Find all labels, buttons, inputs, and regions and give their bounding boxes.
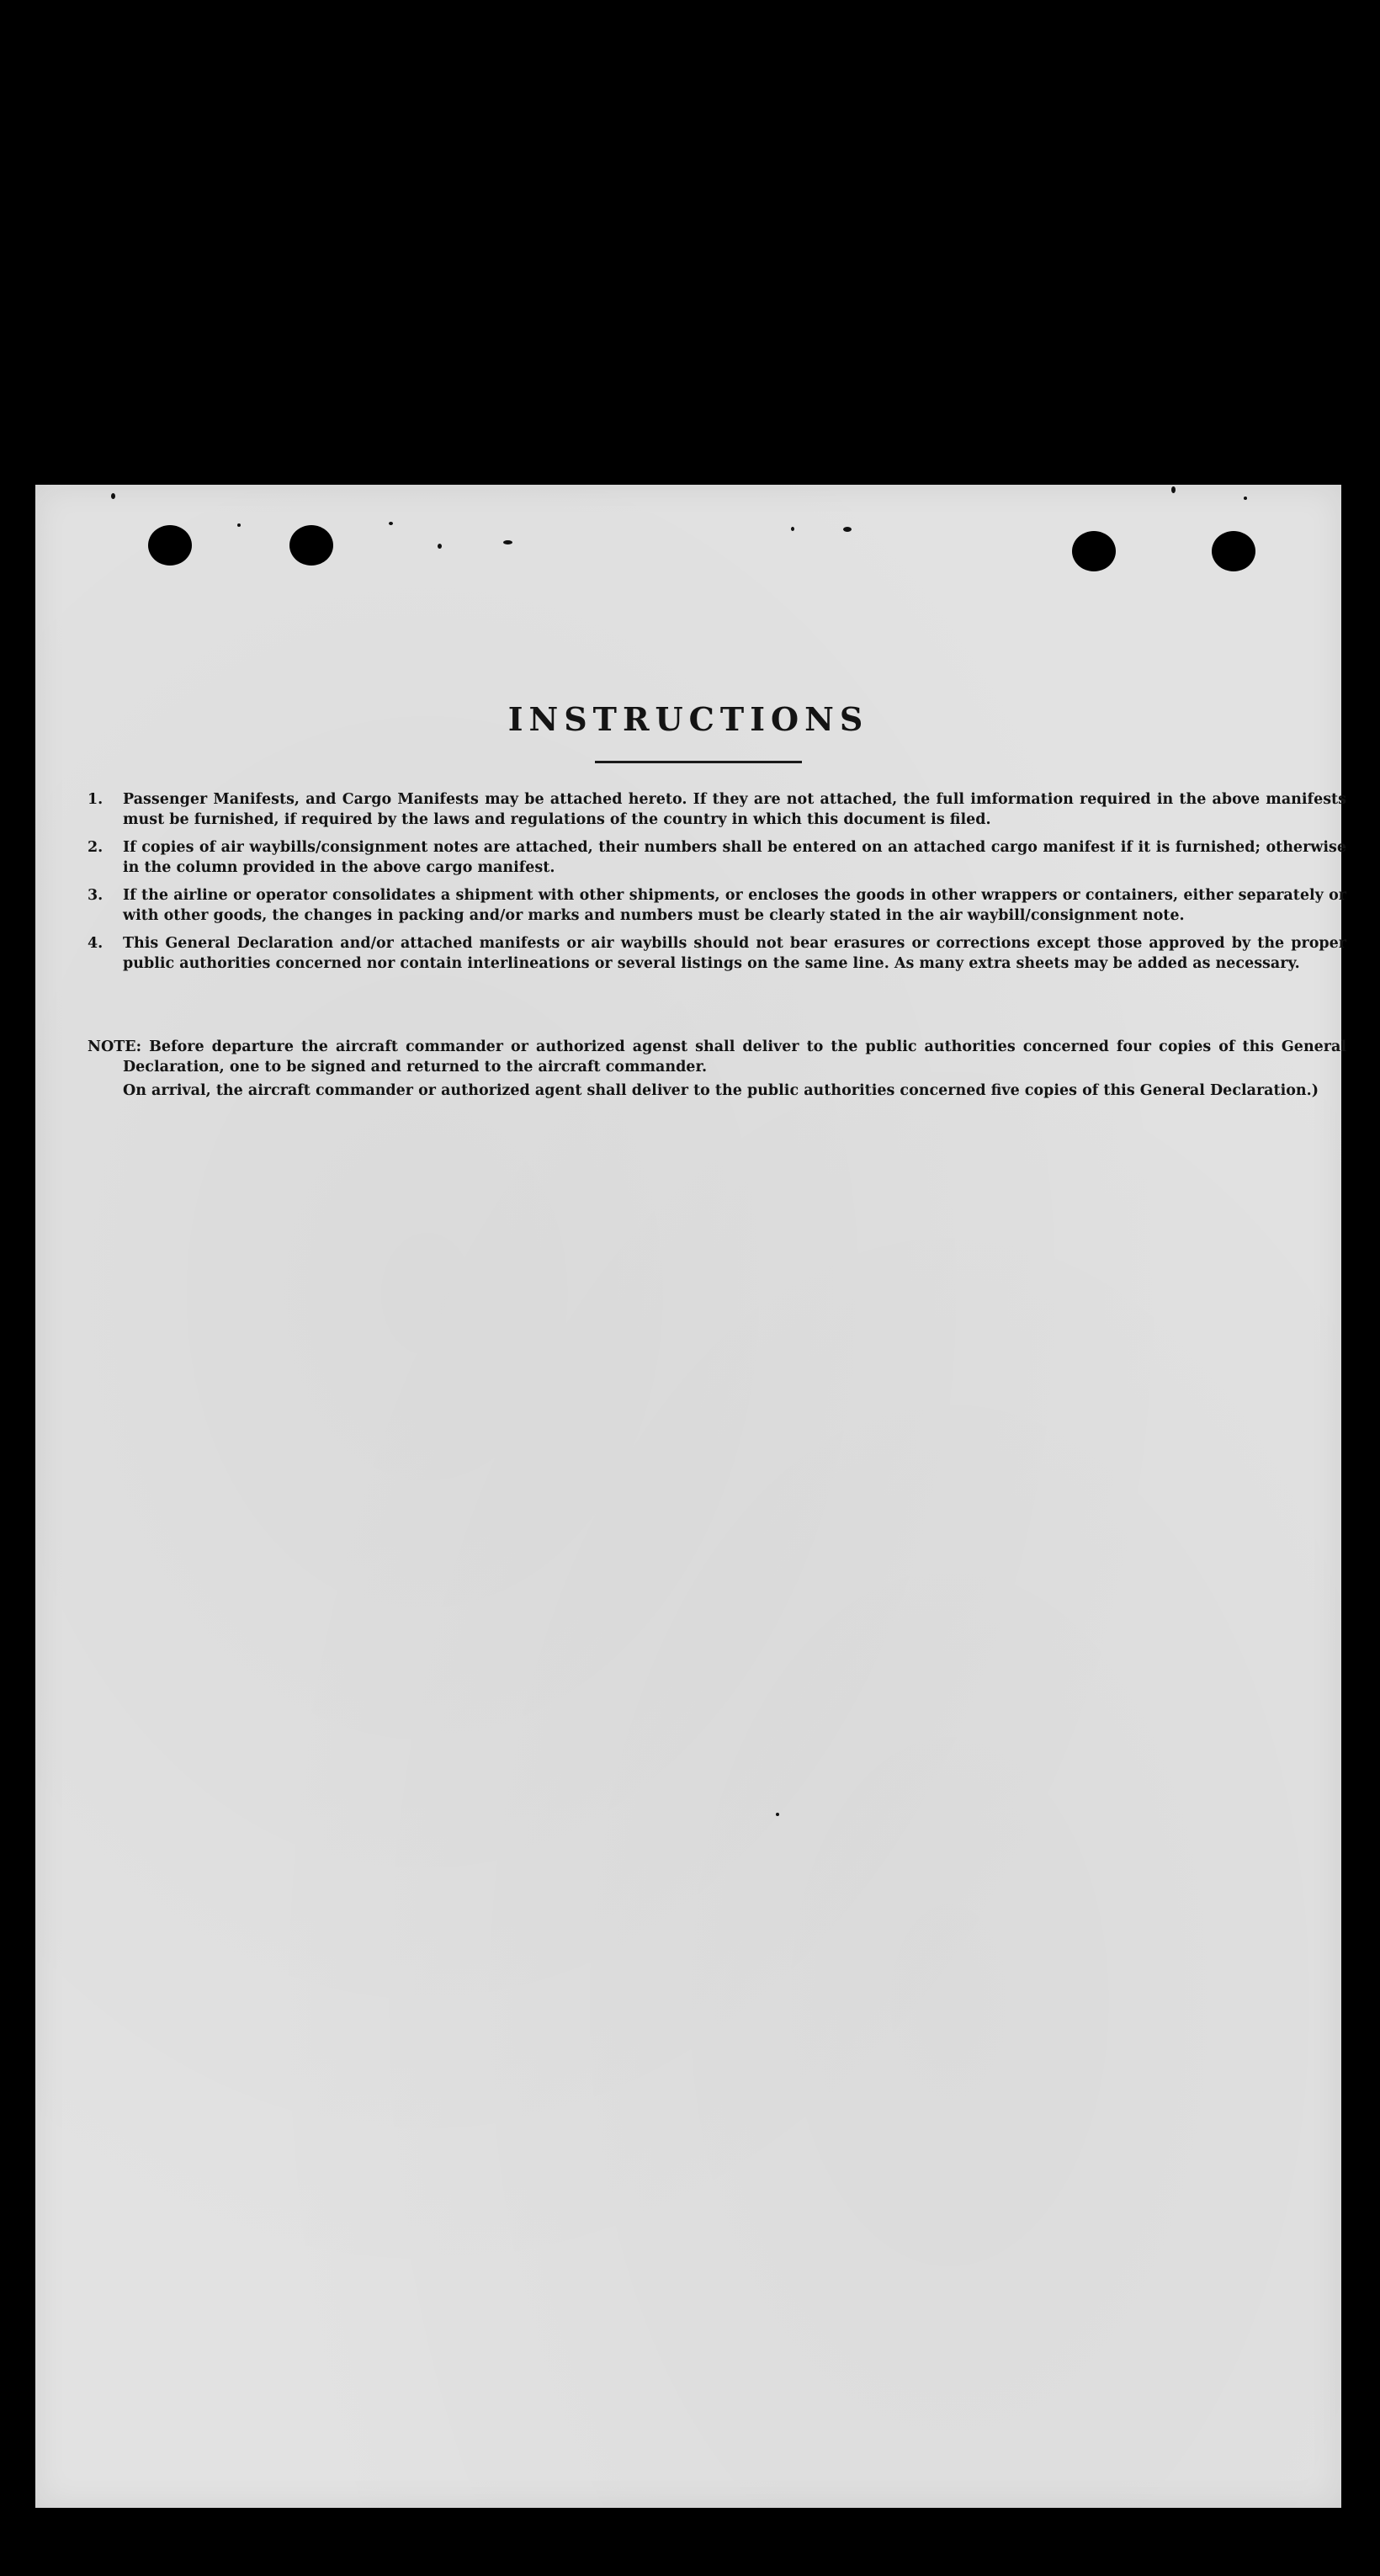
ink-speck bbox=[776, 1813, 779, 1816]
punch-hole bbox=[1212, 531, 1255, 571]
punch-hole bbox=[1072, 531, 1116, 571]
document-page bbox=[35, 485, 1347, 2508]
instruction-item bbox=[88, 837, 1346, 878]
note-arrival: On arrival, the aircraft commander or authorized agent shall deliver to the public authorities concerned five copies of this General Declaration.) bbox=[123, 1082, 1319, 1099]
instruction-item bbox=[88, 789, 1346, 830]
note-departure bbox=[88, 1037, 1346, 1077]
ink-speck bbox=[843, 527, 852, 532]
instruction-text: If the airline or operator consolidates a shipment with other shipments, or encloses the goods in other wrappers or containers, either separately or with other goods, the changes in packing and/or marks and numbers must be clearly stated in the air waybill/consignment note. bbox=[123, 887, 1346, 924]
ink-speck bbox=[791, 527, 794, 531]
instruction-item bbox=[88, 885, 1346, 926]
ink-speck bbox=[389, 522, 393, 525]
ink-speck bbox=[237, 523, 241, 527]
instruction-text: Passenger Manifests, and Cargo Manifests may be attached hereto. If they are not attached, the full imformation required in the above manifests must be furnished, if required by the laws and regulations of the country in which this document is filed. bbox=[123, 791, 1346, 828]
punch-hole bbox=[289, 525, 333, 566]
instruction-number: 2. bbox=[88, 839, 104, 856]
ink-speck bbox=[1171, 486, 1176, 493]
instruction-item bbox=[88, 933, 1346, 974]
note-text: Before departure the aircraft commander or authorized agenst shall deliver to the public authorities concerned four copies of this General Declaration, one to be signed and returned to the aircraft commander. bbox=[123, 1038, 1347, 1076]
instruction-number: 4. bbox=[88, 935, 104, 952]
ink-speck bbox=[1244, 497, 1247, 500]
instruction-number: 1. bbox=[88, 791, 104, 808]
instructions-list bbox=[88, 789, 1346, 981]
note-section bbox=[88, 1037, 1346, 1101]
page-title: INSTRUCTIONS bbox=[507, 700, 869, 738]
instruction-number: 3. bbox=[88, 887, 104, 904]
punch-hole bbox=[148, 525, 192, 566]
instruction-text: If copies of air waybills/consignment notes are attached, their numbers shall be entered on an attached cargo manifest if it is furnished; otherwise in the column provided in the above cargo manifest. bbox=[123, 839, 1346, 876]
title-underline bbox=[595, 761, 802, 763]
ink-speck bbox=[438, 544, 442, 549]
ink-speck bbox=[111, 493, 115, 499]
instruction-text: This General Declaration and/or attached manifests or air waybills should not bear erasures or corrections except those approved by the proper public authorities concerned nor contain interlineations or several listings on the same line. As many extra sheets may be added as necessary. bbox=[123, 935, 1346, 972]
note-label: NOTE: bbox=[88, 1038, 142, 1055]
ink-speck bbox=[503, 540, 512, 544]
